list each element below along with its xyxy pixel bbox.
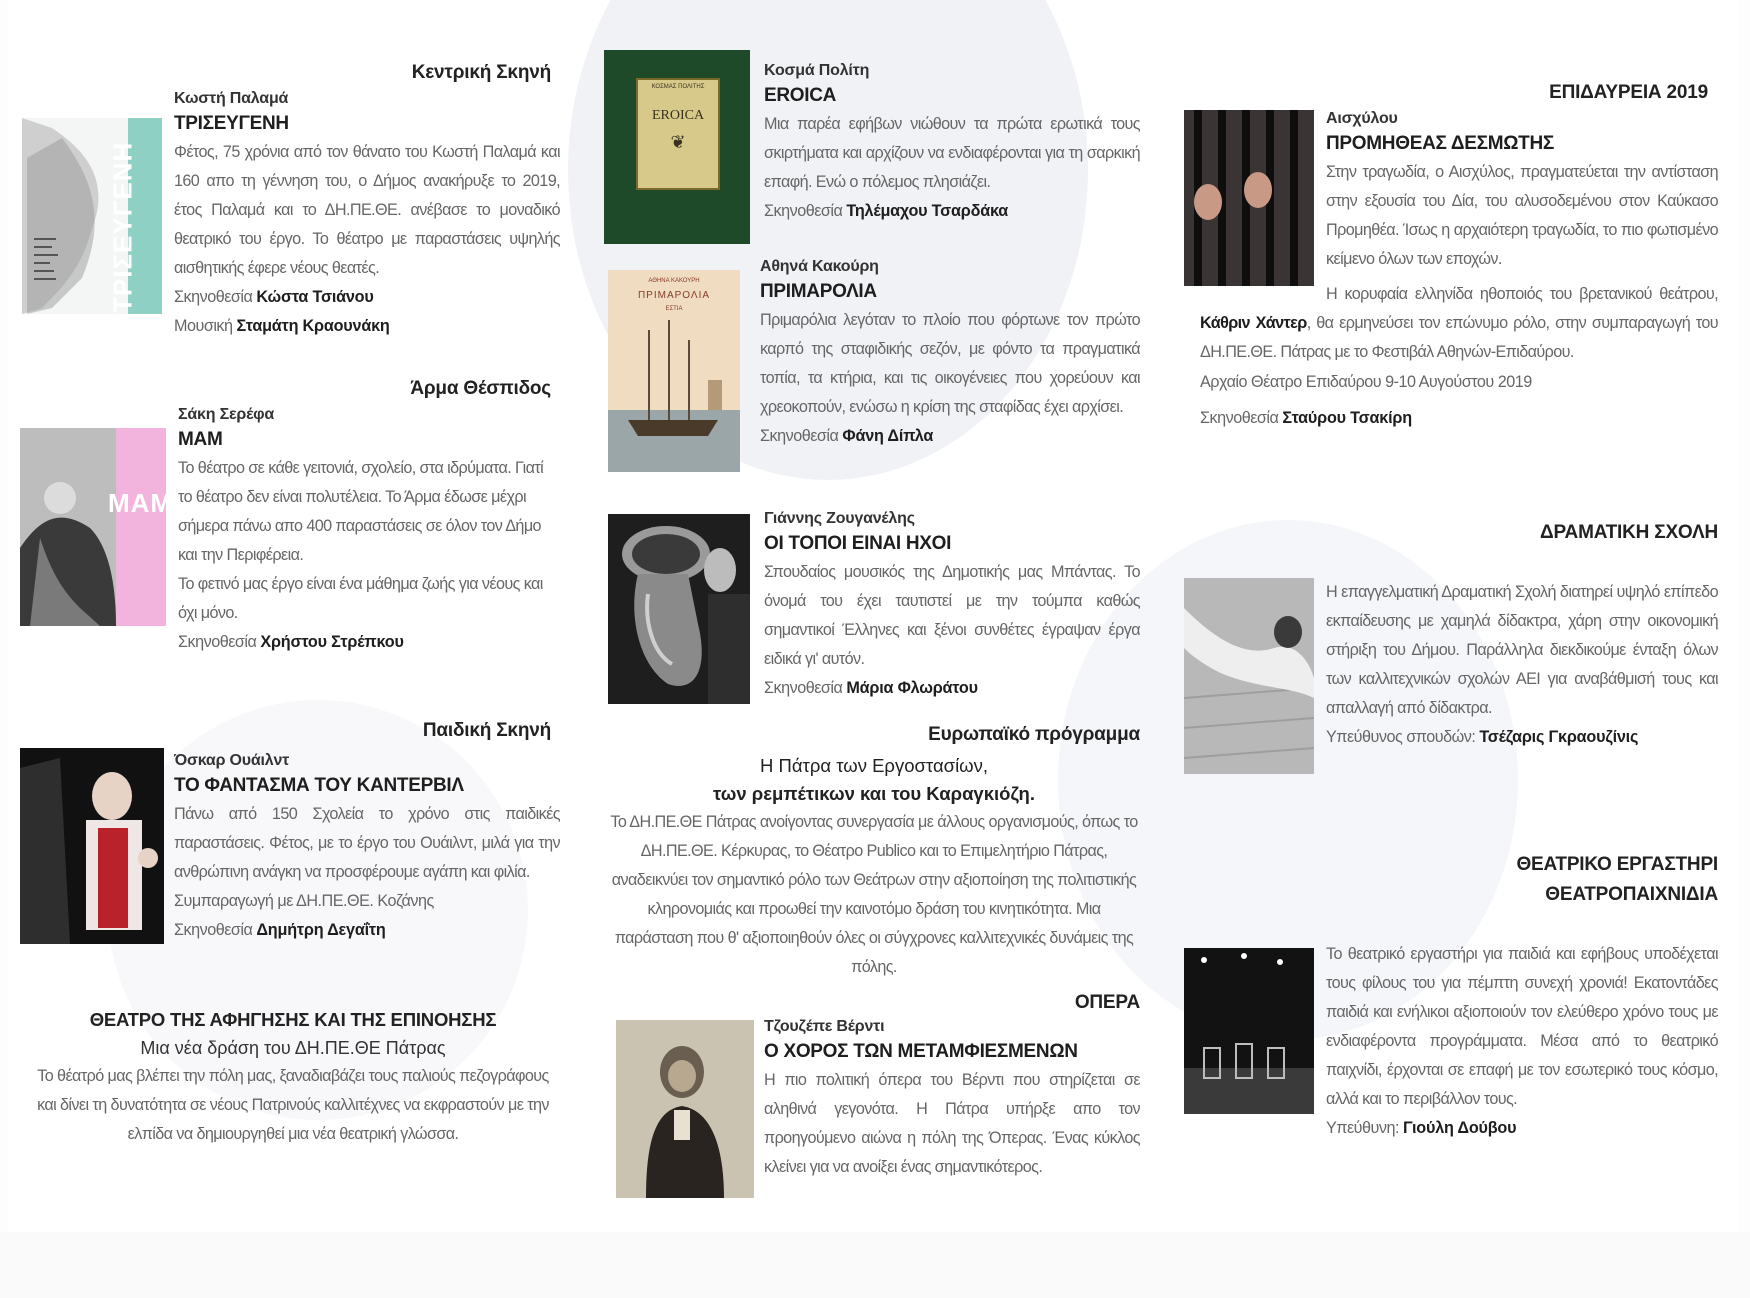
- credit-name: Σταμάτη Κραουνάκη: [236, 317, 390, 335]
- author: Κωστή Παλαμά: [174, 90, 289, 107]
- play-title: ΠΡΙΜΑΡΟΛΙΑ: [760, 281, 877, 302]
- play-title: Ο ΧΟΡΟΣ ΤΩΝ ΜΕΤΑΜΦΙΕΣΜΕΝΩΝ: [764, 1041, 1078, 1062]
- venue-date: Αρχαίο Θέατρο Επιδαύρου 9-10 Αυγούστου 2019: [1200, 373, 1532, 391]
- credit-label: Σκηνοθεσία: [178, 633, 257, 651]
- credit-label: Σκηνοθεσία: [1200, 409, 1279, 427]
- book-author: ΚΟΣΜΑΣ ΠΟΛΙΤΗΣ: [651, 84, 705, 90]
- director-credit: [760, 422, 1140, 451]
- description: Πριμαρόλια λεγόταν το πλοίο που φόρτωνε τον πρώτο καρπό της σταφιδικής σεζόν, με φόντο τα πραγματικά τοπία, τα κτήρια, και τις οικογένειες που χορεύουν και χρεοκοπούν, ενώσω η κρίση της σταφίδας έχει αρχίσει.: [760, 311, 1140, 416]
- description: Η επαγγελματική Δραματική Σχολή διατηρεί υψηλό επίπεδο εκπαίδευσης με χαμηλά δίδακτρα, χάρη στην οικονομική στήριξη του Δήμου. Παράλληλα διεκδικούμε ένταξη όλων των καλλιτεχνικών σχολών ΑΕΙ για αναβάθμισή τους και απαλλαγή από δίδακτρα.: [1326, 583, 1718, 717]
- play-title: ΤΟ ΦΑΝΤΑΣΜΑ ΤΟΥ ΚΑΝΤΕΡΒΙΛ: [174, 775, 464, 796]
- credit-label: Μουσική: [174, 317, 233, 335]
- description: Η πιο πολιτική όπερα του Βέρντι που στηρίζεται σε αληθινά γεγονότα. Η Πάτρα υπήρξε απο τον προηγούμενο αιώνα η πόλη της Όπερας. Ένας κύκλος κλείνει για να ανοίξει ένας σημαντικότερος.: [764, 1071, 1140, 1176]
- book-publisher: ΕΣΤΙΑ: [665, 306, 683, 312]
- mam-block: [178, 404, 560, 657]
- description: Σπουδαίος μουσικός της Δημοτικής μας Μπάντας. Το όνομά του έχει ταυτιστεί με την τούμπα καθώς σημαντικοί Έλληνες και ξένοι συνθέτες έγραψαν έργα ειδικά γι' αυτόν.: [764, 563, 1140, 668]
- description: Το θέατρό μας βλέπει την πόλη μας, ξαναδιαβάζει τους παλιούς πεζογράφους και δίνει τη δυνατότητα σε νέους Πατρινούς καλλιτέχνες να εκφραστούν με την ελπίδα να δημιουργηθεί μια νέα θεατρική γλώσσα.: [37, 1067, 549, 1143]
- kanterville-block: [174, 750, 560, 945]
- afigisi-block: [26, 1006, 560, 1149]
- mam-poster: [20, 428, 174, 626]
- eroica-block: [764, 60, 1140, 226]
- coordinator-credit: [1326, 1114, 1718, 1143]
- credit-name: Μάρια Φλωράτου: [846, 679, 978, 697]
- credit-label: Σκηνοθεσία: [760, 427, 839, 445]
- credit-name: Σταύρου Τσακίρη: [1282, 409, 1412, 427]
- description: Στην τραγωδία, ο Αισχύλος, πραγματεύεται την αντίσταση στην εξουσία του Δία, του αλυσοδεμένου στον Καύκασο Προμηθέα. Ίσως η αρχαιότερη τραγωδία, το πιο φωτισμένο κείμενο όλων των εποχών.: [1326, 163, 1718, 268]
- credit-name: Τηλέμαχου Τσαρδάκα: [846, 202, 1008, 220]
- play-title: ΜΑΜ: [178, 429, 223, 450]
- drama-school-block: [1326, 578, 1718, 752]
- topoi-block: [764, 508, 1140, 703]
- section-heading-arma: Άρμα Θέσπιδος: [410, 378, 551, 399]
- author: Τζουζέπε Βέρντι: [764, 1018, 885, 1035]
- director-credit: [174, 916, 560, 945]
- credit-name: Φάνη Δίπλα: [842, 427, 934, 445]
- description: Φέτος, 75 χρόνια από τον θάνατο του Κωστή Παλαμά και 160 απο τη γέννηση του, ο Δήμος ανακήρυξε το 2019, έτος Παλαμά και το ΔΗ.ΠΕ.ΘΕ. ανέβασε το μοναδικό θεατρικό του έργο. Το θέατρο με παραστάσεις υψηλής αισθητικής έφερε νέους θεατές.: [174, 143, 560, 277]
- author: Σάκη Σερέφα: [178, 406, 274, 423]
- section-heading-kentriki: Κεντρική Σκηνή: [411, 62, 551, 83]
- author: Αθηνά Κακούρη: [760, 258, 879, 275]
- description: Το θέατρο σε κάθε γειτονιά, σχολείο, στα ιδρύματα. Γιατί το θέατρο δεν είναι πολυτέλεια. Το Άρμα έδωσε μέχρι σήμερα πάνω απο 400 παραστάσεις σε όλον τον Δήμο και την Περιφέρεια.: [178, 459, 544, 564]
- ornament-icon: ❦: [670, 132, 686, 152]
- section-heading-europe: Ευρωπαϊκό πρόγραμμα: [928, 724, 1140, 745]
- section-heading-epidavros: ΕΠΙΔΑΥΡΕΙΑ 2019: [1549, 82, 1708, 103]
- author: Κοσμά Πολίτη: [764, 62, 870, 79]
- director-credit: [764, 674, 1140, 703]
- dean-credit: [1326, 723, 1718, 752]
- director-credit: [174, 283, 560, 312]
- section-heading-paidiki: Παιδική Σκηνή: [422, 720, 551, 741]
- opera-block: [764, 1016, 1140, 1182]
- credit-label: Σκηνοθεσία: [174, 288, 253, 306]
- credit-name: Γιούλη Δούβου: [1402, 1119, 1517, 1137]
- credit-name: Δημήτρη Δεγαΐτη: [256, 921, 386, 939]
- book-label: [636, 78, 720, 190]
- prometheus-photo: [1184, 110, 1314, 286]
- verdi-portrait: [616, 1020, 754, 1198]
- eroica-book-cover: [604, 50, 750, 244]
- play-title: ΤΡΙΣΕΥΓΕΝΗ: [174, 113, 289, 134]
- description: Πάνω από 150 Σχολεία το χρόνο στις παιδικές παραστάσεις. Φέτος, με το έργο του Ουάιλντ, μιλά για την ανθρώπινη ανάγκη να προσφέρουμε αγάπη και φιλία.: [174, 805, 560, 881]
- drama-school-photo: [1184, 578, 1314, 774]
- scan-margin: [0, 1232, 1750, 1298]
- book-title: EROICA: [651, 108, 705, 123]
- trisevgeni-poster: [22, 118, 162, 314]
- section-heading-scholi: ΔΡΑΜΑΤΙΚΗ ΣΧΟΛΗ: [1540, 522, 1718, 543]
- project-title-line1: Η Πάτρα των Εργοστασίων,: [759, 755, 989, 776]
- cast-detail: , θα ερμηνεύσει τον επώνυμο ρόλο, στην συμπαραγωγή του ΔΗ.ΠΕ.ΘΕ. Πάτρας με το Φεστιβάλ Αθηνών-Επιδαύρου.: [1200, 314, 1719, 361]
- heading-line2: ΘΕΑΤΡΟΠΑΙΧΝΙΔΙΑ: [1545, 884, 1718, 905]
- section-heading-ergastiri: [1408, 850, 1718, 910]
- credit-label: Σκηνοθεσία: [174, 921, 253, 939]
- description: Το ΔΗ.ΠΕ.ΘΕ Πάτρας ανοίγοντας συνεργασία με άλλους οργανισμούς, όπως το ΔΗ.ΠΕ.ΘΕ. Κέρκυρας, το Θέατρο Publico και το Επιμελητήριο Πάτρας, αναδεικνύει τον σημαντικό ρόλο των Θεάτρων στην αξιοποίηση της πολιτιστικής κληρονομιάς και προωθεί την καινοτόμο δράση του κινητικότητα. Μια παράσταση που θ' αξιοποιηθούν όλες οι σύγχρονες καλλιτεχνικές δυνάμεις της πόλης.: [610, 813, 1138, 976]
- poster-title-text: ΤΡΙΣΕΥΓΕΝΗ: [107, 141, 138, 313]
- credit-name: Χρήστου Στρέπκου: [260, 633, 404, 651]
- prometheus-block: [1326, 108, 1718, 274]
- prometheus-cast-note: [1200, 280, 1718, 367]
- section-subtitle: Μια νέα δράση του ΔΗ.ΠΕ.ΘΕ Πάτρας: [140, 1038, 446, 1058]
- credit-label: Σκηνοθεσία: [764, 679, 843, 697]
- music-credit: [174, 312, 560, 341]
- author: Γιάννης Ζουγανέλης: [764, 510, 915, 527]
- actor-name: Κάθριν Χάντερ: [1200, 314, 1307, 332]
- cast-intro: Η κορυφαία ελληνίδα ηθοποιός του βρετανικού θεάτρου,: [1326, 285, 1718, 303]
- heading-line1: ΘΕΑΤΡΙΚΟ ΕΡΓΑΣΤΗΡΙ: [1516, 854, 1718, 875]
- workshop-block: [1326, 940, 1718, 1143]
- project-title-line2: των ρεμπέτικων και του Καραγκιόζη.: [713, 783, 1035, 804]
- author: Όσκαρ Ουάιλντ: [174, 752, 290, 769]
- section-heading-opera: ΟΠΕΡΑ: [1074, 992, 1140, 1013]
- kanterville-photo: [20, 748, 164, 944]
- credit-label: Υπεύθυνος σπουδών:: [1326, 728, 1476, 746]
- tuba-photo: [608, 514, 750, 704]
- description: Μια παρέα εφήβων νιώθουν τα πρώτα ερωτικά τους σκιρτήματα και αρχίζουν να ενδιαφέρονται για τη σαρκική επαφή. Ενώ ο πόλεμος πλησιάζει.: [764, 115, 1140, 191]
- director-credit: [1200, 404, 1718, 433]
- credit-name: Κώστα Τσιάνου: [256, 288, 374, 306]
- director-credit: [178, 628, 560, 657]
- primarolia-book-cover: [608, 270, 740, 472]
- director-credit: [764, 197, 1140, 226]
- workshop-stage-photo: [1184, 948, 1314, 1114]
- book-author: ΑΘΗΝΑ ΚΑΚΟΥΡΗ: [648, 278, 700, 284]
- poster-title-text: ΜΑΜ: [108, 488, 174, 518]
- section-heading-afigisi: ΘΕΑΤΡΟ ΤΗΣ ΑΦΗΓΗΣΗΣ ΚΑΙ ΤΗΣ ΕΠΙΝΟΗΣΗΣ: [89, 1009, 497, 1030]
- play-title: EROICA: [764, 85, 837, 106]
- author: Αισχύλου: [1326, 110, 1398, 127]
- credit-label: Υπεύθυνη:: [1326, 1119, 1399, 1137]
- coproduction-note: Συμπαραγωγή με ΔΗ.ΠΕ.ΘΕ. Κοζάνης: [174, 892, 434, 910]
- europe-block: [608, 752, 1140, 982]
- description: Το φετινό μας έργο είναι ένα μάθημα ζωής για νέους και όχι μόνο.: [178, 575, 543, 622]
- credit-label: Σκηνοθεσία: [764, 202, 843, 220]
- play-title: ΠΡΟΜΗΘΕΑΣ ΔΕΣΜΩΤΗΣ: [1326, 133, 1554, 154]
- description: Το θεατρικό εργαστήρι για παιδιά και εφήβους υποδέχεται τους φίλους του για πέμπτη συνεχή χρονιά! Εκατοντάδες παιδιά και ενήλικοι αξιοποιούν τον ελεύθερο χρόνο τους με ενδιαφέροντα προγράμματα. Μέσα από το θεατρικό παιχνίδι, έρχονται σε επαφή με τον εσωτερικό τους κόσμο, αλλά και το περιβάλλον τους.: [1326, 945, 1718, 1108]
- play-title: ΟΙ ΤΟΠΟΙ ΕΙΝΑΙ ΗΧΟΙ: [764, 533, 952, 554]
- book-title: ΠΡΙΜΑΡΟΛΙΑ: [637, 290, 711, 301]
- primarolia-block: [760, 256, 1140, 451]
- brochure-page: [8, 0, 1738, 1232]
- credit-name: Τσέζαρις Γκραουζίνις: [1479, 728, 1639, 746]
- trisevgeni-block: [174, 88, 560, 341]
